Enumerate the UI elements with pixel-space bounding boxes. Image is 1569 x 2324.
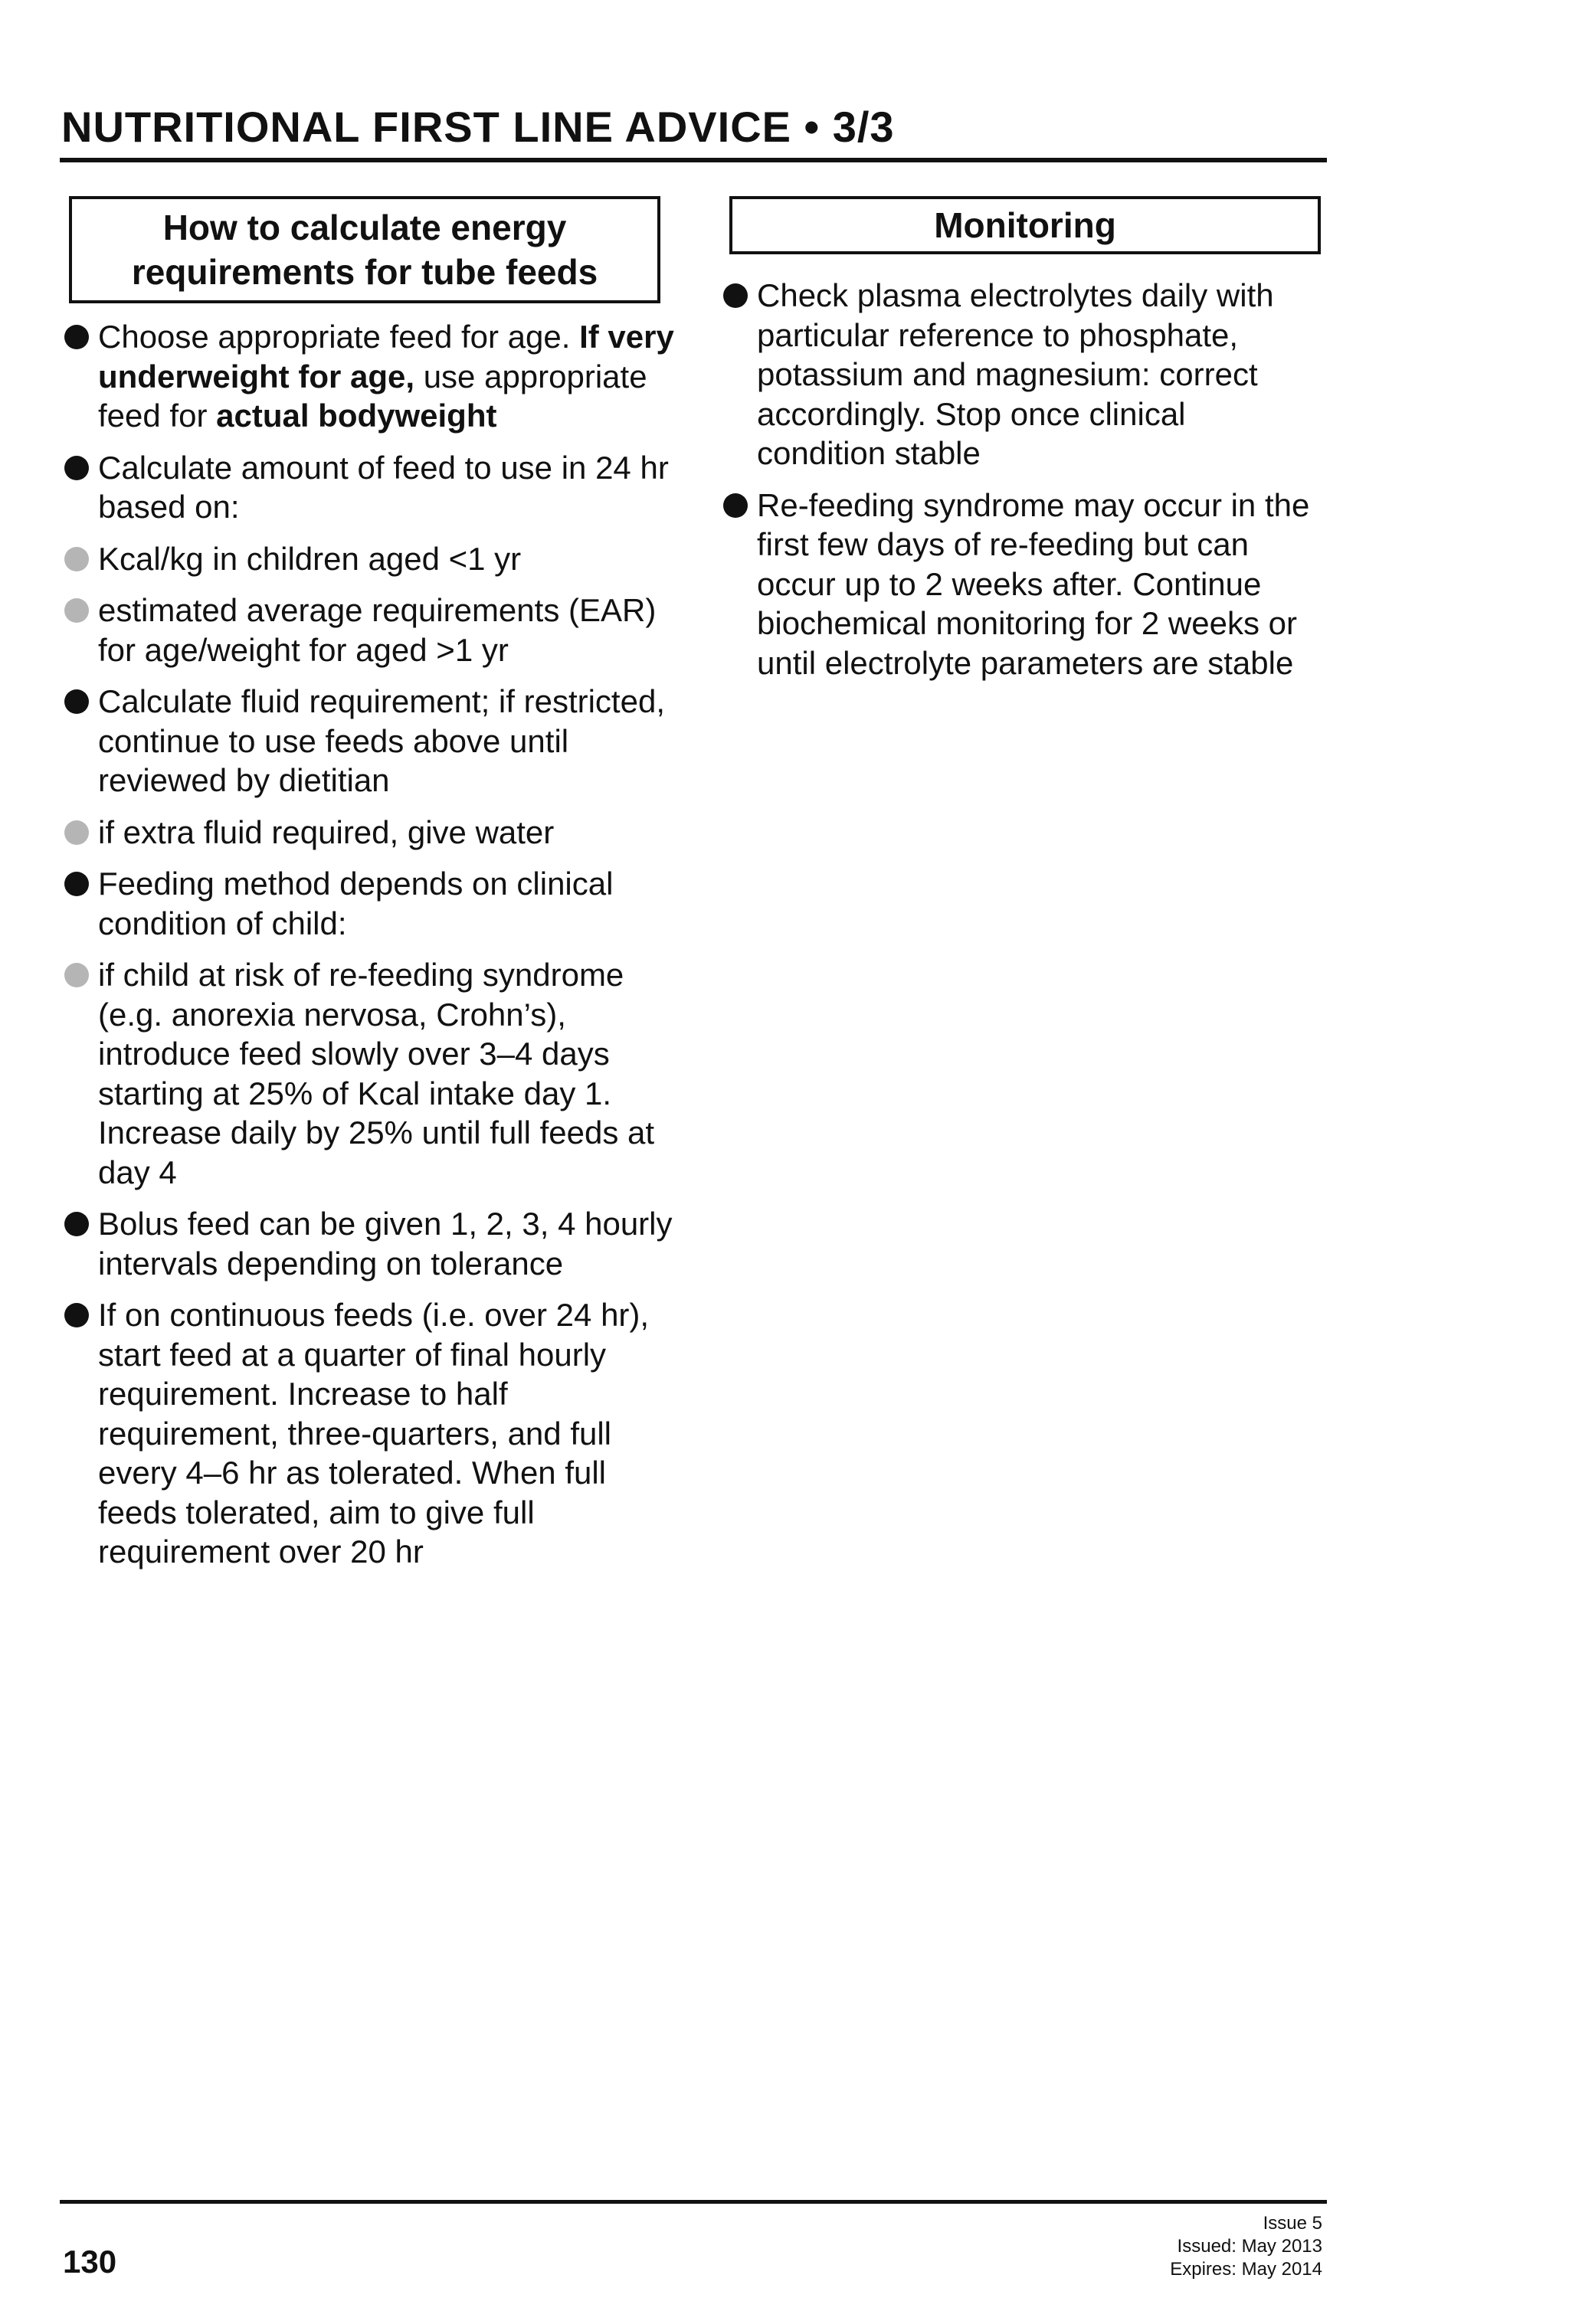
- primary-bullet-icon: [723, 493, 748, 518]
- issue-info: [1170, 2212, 1322, 2281]
- monitoring-item-text: Re-feeding syndrome may occur in the first few days of re-feeding but can occur up to 2 weeks after. Continue biochemical monitoring for 2 weeks or until electrolyte parameters are stable: [757, 486, 1310, 681]
- energy-requirements-heading: [69, 196, 660, 303]
- energy-requirements-list: [63, 317, 676, 1584]
- energy-list-item: [63, 955, 676, 1192]
- primary-bullet-icon: [64, 689, 89, 714]
- energy-list-item: [63, 448, 676, 527]
- monitoring-item-text: Check plasma electrolytes daily with particular reference to phosphate, potassium and magnesium: correct accordingly. Stop once clinical condition stable: [757, 277, 1274, 471]
- energy-item-text: Feeding method depends on clinical condition of child:: [98, 866, 614, 941]
- energy-list-item: [63, 1295, 676, 1572]
- primary-bullet-icon: [64, 1212, 89, 1236]
- page-number: 130: [63, 2244, 117, 2280]
- energy-heading-line-1: How to calculate energy: [162, 208, 567, 247]
- monitoring-list: [722, 276, 1319, 695]
- footer-divider: [60, 2200, 1327, 2204]
- energy-item-text-1b: If very underweight for age,: [98, 319, 674, 394]
- issued-date: Issued: May 2013: [1177, 2236, 1322, 2257]
- energy-item-text: Kcal/kg in children aged <1 yr: [98, 540, 522, 577]
- energy-item-text: if child at risk of re-feeding syndrome (e.g. anorexia nervosa, Crohn’s), introduce feed slowly over 3–4 days starting at 25% of Kcal intake day 1. Increase daily by 25% until full feeds at day 4: [98, 957, 655, 1190]
- secondary-bullet-icon: [64, 547, 89, 571]
- primary-bullet-icon: [64, 1303, 89, 1327]
- energy-item-text-1d: actual bodyweight: [216, 398, 497, 434]
- monitoring-heading-text: Monitoring: [934, 205, 1116, 245]
- energy-list-item: [63, 1204, 676, 1283]
- energy-list-item: [63, 591, 676, 669]
- primary-bullet-icon: [723, 283, 748, 308]
- energy-item-text-1c: use appropriate feed for: [98, 358, 647, 434]
- page-title: NUTRITIONAL FIRST LINE ADVICE • 3/3: [61, 103, 895, 151]
- secondary-bullet-icon: [64, 820, 89, 845]
- energy-item-text: Calculate amount of feed to use in 24 hr based on:: [98, 449, 669, 525]
- secondary-bullet-icon: [64, 598, 89, 623]
- monitoring-heading: [729, 196, 1321, 254]
- energy-item-text: If on continuous feeds (i.e. over 24 hr), start feed at a quarter of final hourly requirement. Increase to half requirement, three-quarters, and full every 4–6 hr as tolerated. When full feeds tolerated, aim to give full requirement over 20 hr: [98, 1297, 650, 1570]
- energy-heading-line-2: requirements for tube feeds: [131, 252, 598, 292]
- energy-list-item: [63, 682, 676, 800]
- title-divider: [60, 158, 1327, 162]
- issue-number: Issue 5: [1263, 2213, 1322, 2234]
- energy-list-item: [63, 317, 676, 436]
- expiry-date: Expires: May 2014: [1170, 2259, 1322, 2280]
- energy-item-text: Bolus feed can be given 1, 2, 3, 4 hourly intervals depending on tolerance: [98, 1206, 673, 1281]
- primary-bullet-icon: [64, 325, 89, 349]
- monitoring-list-item: [722, 276, 1319, 473]
- primary-bullet-icon: [64, 872, 89, 896]
- energy-item-text: Calculate fluid requirement; if restricted, continue to use feeds above until reviewed by dietitian: [98, 683, 665, 798]
- monitoring-list-item: [722, 486, 1319, 683]
- energy-item-text: if extra fluid required, give water: [98, 813, 555, 850]
- energy-list-item: [63, 813, 676, 853]
- energy-item-text: estimated average requirements (EAR) for age/weight for aged >1 yr: [98, 592, 657, 668]
- energy-item-text-1a: Choose appropriate feed for age.: [98, 319, 580, 355]
- secondary-bullet-icon: [64, 963, 89, 987]
- energy-list-item: [63, 539, 676, 579]
- energy-list-item: [63, 864, 676, 943]
- primary-bullet-icon: [64, 456, 89, 480]
